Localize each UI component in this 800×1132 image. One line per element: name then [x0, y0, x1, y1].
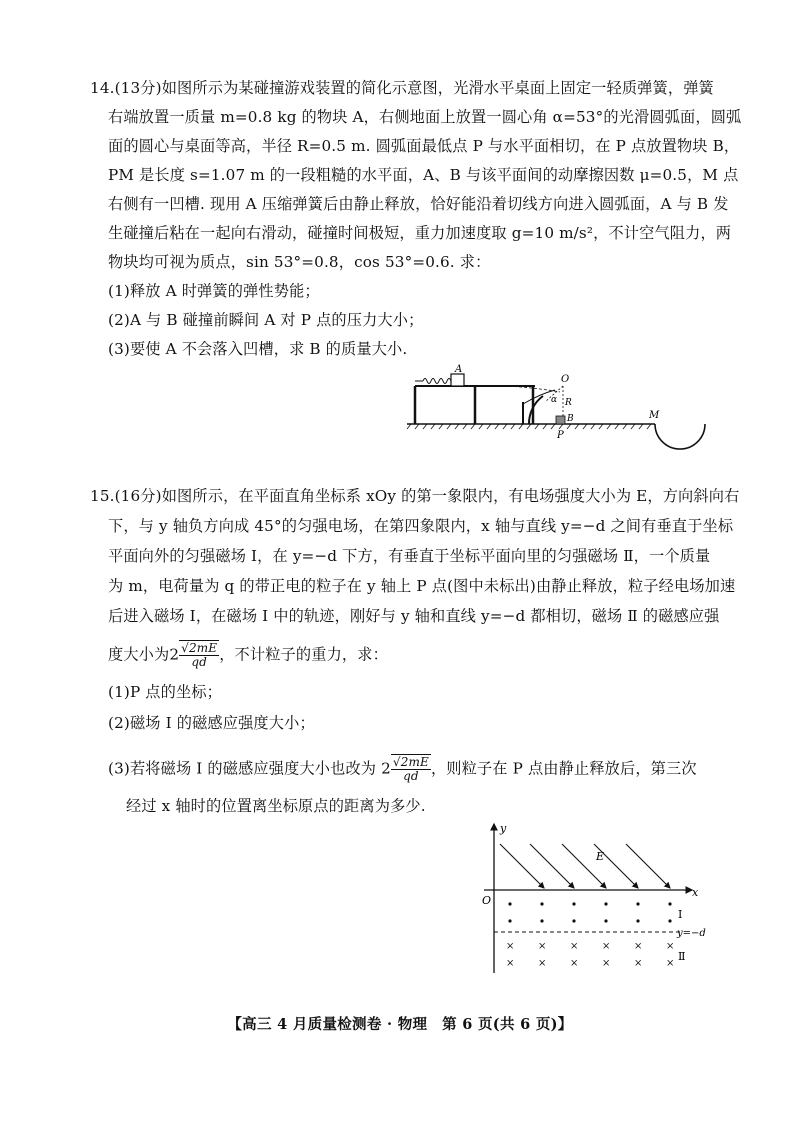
- svg-text:×: ×: [666, 958, 675, 969]
- q15-subquestion-3-cont: 经过 x 轴时的位置离坐标原点的距离为多少.: [126, 797, 426, 815]
- q14-line: 生碰撞后粘在一起向右滑动，碰撞时间极短，重力加速度取 g=10 m/s²，不计空气阻力，两: [108, 224, 732, 242]
- q14-line: 右侧有一凹槽. 现用 A 压缩弹簧后由静止释放，恰好能沿着切线方向进入圆弧面，A 与 B 发: [108, 195, 729, 213]
- field-i-dots: [508, 902, 671, 922]
- q15-line: 平面向外的匀强磁场 Ⅰ，在 y=−d 下方，有垂直于坐标平面向里的匀强磁场 Ⅱ，一个质量: [108, 547, 711, 565]
- q14-line: 14.(13分)如图所示为某碰撞游戏装置的简化示意图，光滑水平桌面上固定一轻质弹簧，弹簧: [90, 79, 714, 97]
- label-b: B: [567, 414, 574, 424]
- q15-subquestion-3: [108, 754, 736, 783]
- q15-line: 后进入磁场 Ⅰ，在磁场 Ⅰ 中的轨迹，刚好与 y 轴和直线 y=−d 都相切，磁场 Ⅱ 的磁感应强: [108, 607, 720, 625]
- q15-figure: [470, 818, 715, 978]
- label-r: R: [565, 398, 572, 408]
- label-region-ii: Ⅱ: [678, 950, 686, 963]
- q15-line: 为 m，电荷量为 q 的带正电的粒子在 y 轴上 P 点(图中未标出)由静止释放，粒子经电场加速: [108, 577, 736, 595]
- mag-pre: 度大小为2: [108, 645, 180, 664]
- label-alpha: α: [551, 395, 558, 405]
- q14-subquestion-1: (1)释放 A 时弹簧的弹性势能；: [108, 282, 320, 300]
- label-o: O: [561, 374, 570, 385]
- label-p: P: [557, 430, 564, 441]
- label-e: E: [596, 850, 605, 863]
- q15-line: 15.(16分)如图所示，在平面直角坐标系 xOy 的第一象限内，有电场强度大小为 E，方向斜向右: [90, 487, 740, 505]
- electric-field-lines: [500, 844, 670, 888]
- label-x: x: [692, 886, 699, 899]
- mag-post: ，不计粒子的重力，求：: [219, 645, 388, 664]
- svg-text:×: ×: [570, 941, 579, 952]
- q15-line-magnitude: [108, 640, 736, 669]
- q14-line: 右端放置一质量 m=0.8 kg 的物块 A，右侧地面上放置一圆心角 α=53°的光滑圆弧面，圆弧: [108, 108, 742, 126]
- svg-text:×: ×: [538, 958, 547, 969]
- svg-text:×: ×: [602, 958, 611, 969]
- label-region-i: Ⅰ: [678, 908, 683, 921]
- svg-text:×: ×: [602, 941, 611, 952]
- label-y: y: [500, 822, 507, 835]
- svg-text:×: ×: [666, 941, 675, 952]
- q14-line: 物块均可视为质点，sin 53°=0.8，cos 53°=0.6. 求：: [108, 253, 491, 271]
- svg-text:×: ×: [570, 958, 579, 969]
- q14-figure: [405, 362, 715, 452]
- block-b: [556, 416, 565, 424]
- frac-numerator-2: √2mE: [392, 755, 429, 769]
- frac-denominator: qd: [191, 655, 208, 669]
- sub3-post: ，则粒子在 P 点由静止释放后，第三次: [430, 759, 697, 778]
- field-ii-crosses: [506, 941, 674, 969]
- q15-line: 下，与 y 轴负方向成 45°的匀强电场，在第四象限内，x 轴与直线 y=−d 之间有垂直于坐标: [108, 517, 734, 535]
- q14-line: PM 是长度 s=1.07 m 的一段粗糙的水平面，A、B 与该平面间的动摩擦因数 μ=0.5，M 点: [108, 166, 739, 184]
- q14-subquestion-2: (2)A 与 B 碰撞前瞬间 A 对 P 点的压力大小；: [108, 311, 424, 329]
- sub3-pre: (3)若将磁场 Ⅰ 的磁感应强度大小也改为 2: [108, 759, 391, 778]
- q14-subquestion-3: (3)要使 A 不会落入凹槽，求 B 的质量大小.: [108, 340, 408, 358]
- svg-text:×: ×: [538, 941, 547, 952]
- groove: [655, 424, 705, 449]
- label-a: A: [455, 364, 463, 375]
- label-m: M: [649, 410, 660, 421]
- block-a: [451, 374, 464, 386]
- spring: [415, 379, 451, 384]
- q15-subquestion-1: (1)P 点的坐标；: [108, 683, 222, 701]
- svg-text:×: ×: [506, 941, 515, 952]
- svg-text:×: ×: [634, 958, 643, 969]
- label-y-neg-d: y=−d: [677, 928, 706, 939]
- frac-denominator-2: qd: [403, 769, 419, 783]
- svg-text:×: ×: [506, 958, 515, 969]
- label-origin: O: [482, 894, 492, 907]
- q15-subquestion-2: (2)磁场 Ⅰ 的磁感应强度大小；: [108, 714, 315, 732]
- sqrt-expression-2: [391, 754, 431, 783]
- sqrt-expression: [179, 640, 219, 669]
- page-footer: 【高三 4 月质量检测卷 · 物理 第 6 页(共 6 页)】: [227, 1016, 573, 1033]
- q14-line: 面的圆心与桌面等高，半径 R=0.5 m. 圆弧面最低点 P 与水平面相切，在 P 点放置物块 B，: [108, 137, 740, 155]
- frac-numerator: √2mE: [181, 641, 218, 655]
- svg-text:×: ×: [634, 941, 643, 952]
